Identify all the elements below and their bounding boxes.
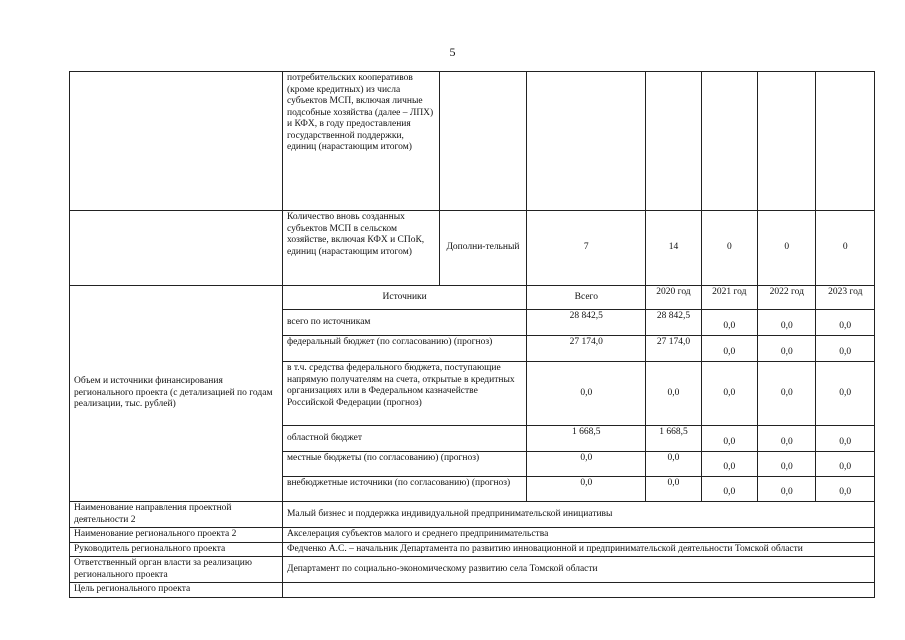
indicator-value-2020: 14 [646,211,701,286]
value-2021: 0,0 [701,336,757,362]
value-total: 0,0 [527,452,646,477]
financing-header-row [70,286,875,310]
value-2023: 0,0 [816,362,875,426]
header-total: Всего [527,286,646,310]
empty-cell [70,211,283,286]
info-value [282,583,874,598]
indicator-row [70,72,875,211]
info-label: Ответственный орган власти за реализацию регионального проекта [70,557,283,583]
value-2023: 0,0 [816,310,875,336]
value-2022: 0,0 [758,477,816,502]
source-name: всего по источникам [282,310,526,336]
value-2020: 27 174,0 [646,336,701,362]
value-2021: 0,0 [701,452,757,477]
empty-cell [646,72,701,211]
indicator-value-2021: 0 [701,211,757,286]
value-2022: 0,0 [758,336,816,362]
value-total: 0,0 [527,362,646,426]
source-name: в т.ч. средства федерального бюджета, поступающие напрямую получателям на счета, открытые в кредитных организациях или в Федеральном казначействе Российской Федерации (прогноз) [282,362,526,426]
value-total: 0,0 [527,477,646,502]
indicator-type: Дополни-тельный [439,211,527,286]
header-2021: 2021 год [701,286,757,310]
indicator-name: потребительских кооперативов (кроме кредитных) из числа субъектов МСП, включая личные подсобные хозяйства (далее – ЛПХ) и КФХ, в году предоставления государственной поддержки, единиц (нарастающим итогом) [282,72,439,211]
value-2020: 0,0 [646,452,701,477]
value-2021: 0,0 [701,426,757,452]
header-sources: Источники [282,286,526,310]
value-2023: 0,0 [816,426,875,452]
value-2021: 0,0 [701,477,757,502]
project-table [69,71,875,598]
value-2022: 0,0 [758,362,816,426]
value-2022: 0,0 [758,426,816,452]
empty-cell [527,72,646,211]
value-2022: 0,0 [758,452,816,477]
indicator-value-2022: 0 [758,211,816,286]
header-2020: 2020 год [646,286,701,310]
info-row [70,542,875,557]
source-name: местные бюджеты (по согласованию) (прогноз) [282,452,526,477]
value-total: 28 842,5 [527,310,646,336]
info-value: Малый бизнес и поддержка индивидуальной предпринимательской инициативы [282,502,874,528]
header-2022: 2022 год [758,286,816,310]
empty-cell [701,72,757,211]
value-2022: 0,0 [758,310,816,336]
info-label: Наименование направления проектной деятельности 2 [70,502,283,528]
page-number: 5 [449,45,456,59]
info-label: Цель регионального проекта [70,583,283,598]
value-2023: 0,0 [816,452,875,477]
value-total: 27 174,0 [527,336,646,362]
indicator-value-base: 7 [527,211,646,286]
value-2023: 0,0 [816,477,875,502]
value-2021: 0,0 [701,310,757,336]
empty-cell [439,72,527,211]
value-2020: 0,0 [646,362,701,426]
financing-label: Объем и источники финансирования регионального проекта (с детализацией по годам реализации, тыс. рублей) [70,286,283,502]
info-row [70,528,875,543]
info-value: Департамент по социально-экономическому развитию села Томской области [282,557,874,583]
header-2023: 2023 год [816,286,875,310]
value-total: 1 668,5 [527,426,646,452]
value-2020: 28 842,5 [646,310,701,336]
info-row [70,583,875,598]
info-value: Федченко А.С. – начальник Департамента по развитию инновационной и предпринимательской деятельности Томской области [282,542,874,557]
value-2023: 0,0 [816,336,875,362]
value-2020: 0,0 [646,477,701,502]
info-row [70,502,875,528]
indicator-value-2023: 0 [816,211,875,286]
info-row [70,557,875,583]
info-value: Акселерация субъектов малого и среднего предпринимательства [282,528,874,543]
empty-cell [816,72,875,211]
source-name: внебюджетные источники (по согласованию) (прогноз) [282,477,526,502]
info-label: Наименование регионального проекта 2 [70,528,283,543]
empty-cell [758,72,816,211]
value-2020: 1 668,5 [646,426,701,452]
value-2021: 0,0 [701,362,757,426]
source-name: областной бюджет [282,426,526,452]
empty-cell [70,72,283,211]
source-name: федеральный бюджет (по согласованию) (прогноз) [282,336,526,362]
info-label: Руководитель регионального проекта [70,542,283,557]
indicator-row [70,211,875,286]
indicator-name: Количество вновь созданных субъектов МСП в сельском хозяйстве, включая КФХ и СПоК, единиц (нарастающим итогом) [282,211,439,286]
